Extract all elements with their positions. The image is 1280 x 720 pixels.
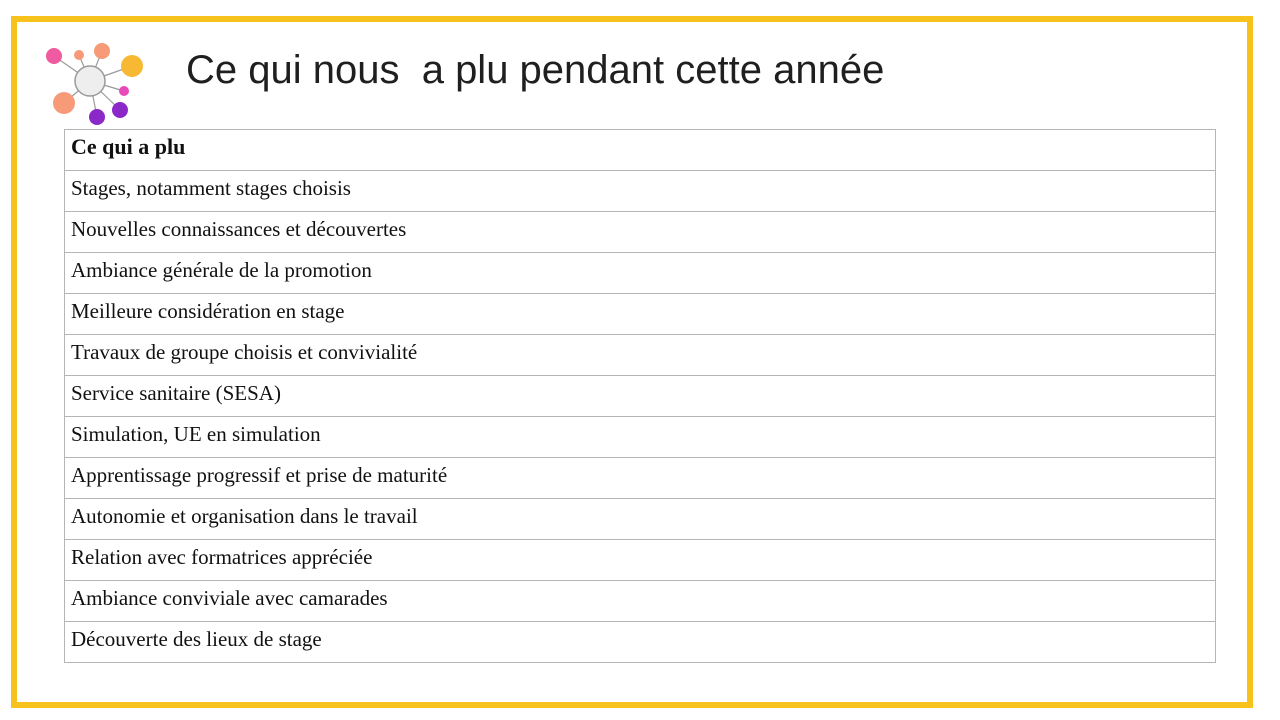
table-cell: Nouvelles connaissances et découvertes — [65, 212, 1216, 253]
table-row — [65, 417, 1216, 458]
table-row — [65, 212, 1216, 253]
table-cell: Travaux de groupe choisis et convivialité — [65, 335, 1216, 376]
table-cell: Stages, notamment stages choisis — [65, 171, 1216, 212]
table-row — [65, 622, 1216, 663]
table-cell: Service sanitaire (SESA) — [65, 376, 1216, 417]
table-row — [65, 376, 1216, 417]
table-row — [65, 458, 1216, 499]
table-cell: Découverte des lieux de stage — [65, 622, 1216, 663]
table-row — [65, 540, 1216, 581]
network-hub-icon — [40, 40, 150, 130]
table-row — [65, 294, 1216, 335]
table-cell: Ambiance conviviale avec camarades — [65, 581, 1216, 622]
table-row — [65, 581, 1216, 622]
table-cell: Ambiance générale de la promotion — [65, 253, 1216, 294]
table-row — [65, 499, 1216, 540]
table-row — [65, 335, 1216, 376]
table-cell: Apprentissage progressif et prise de maturité — [65, 458, 1216, 499]
table-cell: Autonomie et organisation dans le travail — [65, 499, 1216, 540]
table-cell: Relation avec formatrices appréciée — [65, 540, 1216, 581]
table-row — [65, 171, 1216, 212]
likes-table — [64, 129, 1216, 663]
table-row — [65, 253, 1216, 294]
table-cell: Simulation, UE en simulation — [65, 417, 1216, 458]
slide-title: Ce qui nous a plu pendant cette année — [186, 48, 885, 92]
column-header: Ce qui a plu — [65, 130, 1216, 171]
table-header-row — [65, 130, 1216, 171]
table-cell: Meilleure considération en stage — [65, 294, 1216, 335]
